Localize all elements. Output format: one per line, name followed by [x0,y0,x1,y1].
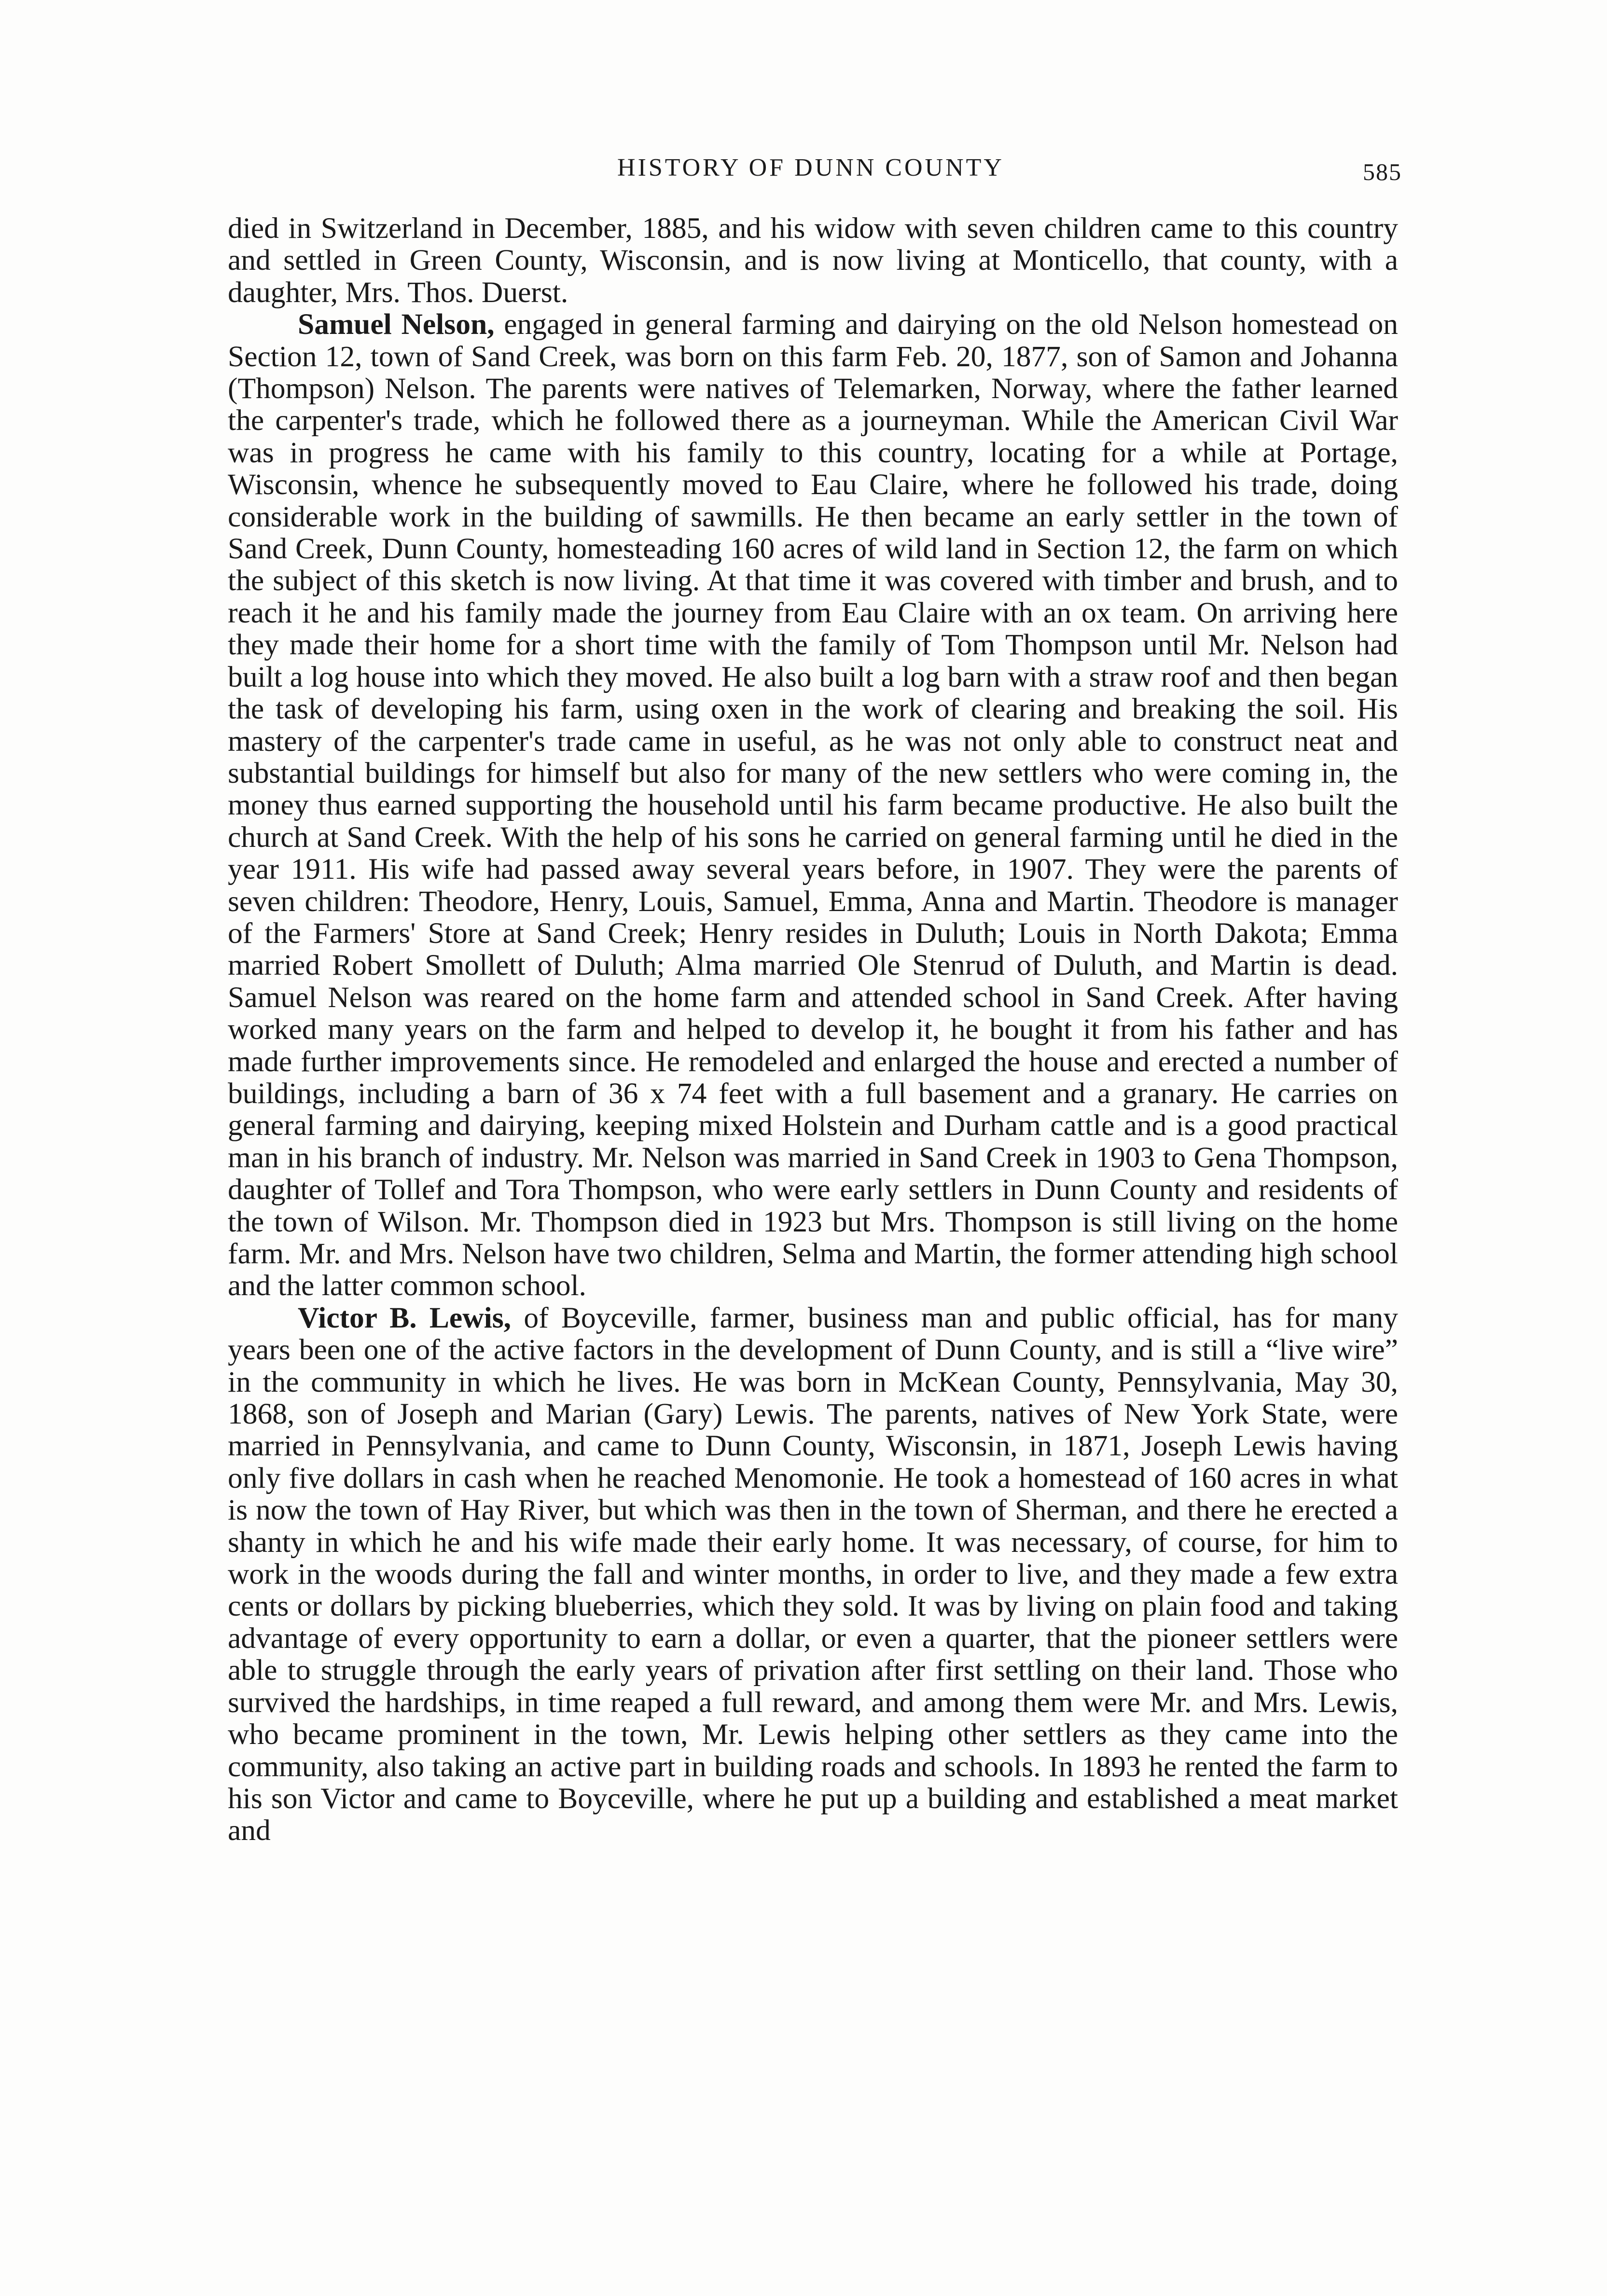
page-number: 585 [1363,158,1402,185]
paragraph-text: engaged in general farming and dairying on the old Nelson homestead on Section 12, town of Sand Creek, was born on this farm Feb. 20, 1877, son of Samon and Johanna (Thompson) Nelson. The parents were natives of Telemarken, Norway, where the father learned the carpenter's trade, which he followed there as a journeyman. While the American Civil War was in progress he came with his family to this country, locating for a while at Portage, Wisconsin, whence he subsequently moved to Eau Claire, where he followed his trade, doing considerable work in the building of sawmills. He then became an early settler in the town of Sand Creek, Dunn County, homesteading 160 acres of wild land in Section 12, the farm on which the subject of this sketch is now living. At that time it was covered with timber and brush, and to reach it he and his family made the journey from Eau Claire with an ox team. On arriving here they made their home for a short time with the family of Tom Thompson until Mr. Nelson had built a log house into which they moved. He also built a log barn with a straw roof and then began the task of developing his farm, using oxen in the work of clearing and breaking the soil. His mastery of the carpenter's trade came in useful, as he was not only able to construct neat and substantial buildings for himself but also for many of the new settlers who were coming in, the money thus earned supporting the household until his farm became productive. He also built the church at Sand Creek. With the help of his sons he carried on general farming until he died in the year 1911. His wife had passed away several years before, in 1907. They were the parents of seven children: Theodore, Henry, Louis, Samuel, Emma, Anna and Martin. Theodore is manager of the Farmers' Store at Sand Creek; Henry resides in Duluth; Louis in North Dakota; Emma married Robert Smollett of Duluth; Alma married Ole Stenrud of Duluth, and Martin is dead. Samuel Nelson was reared on the home farm and attended school in Sand Creek. After having worked many years on the farm and helped to develop it, he bought it from his father and has made further improvements since. He remodeled and enlarged the house and erected a number of buildings, including a barn of 36 x 74 feet with a full basement and a granary. He carries on general farming and dairying, keeping mixed Holstein and Durham cattle and is a good practical man in his branch of industry. Mr. Nelson was married in Sand Creek in 1903 to Gena Thompson, daughter of Tollef and Tora Thompson, who were early settlers in Dunn County and residents of the town of Wilson. Mr. Thompson died in 1923 but Mrs. Thompson is still living on the home farm. Mr. and Mrs. Nelson have two children, Selma and Martin, the former attending high school and the latter common school. [228,308,1398,1302]
paragraph-text: of Boyceville, farmer, business man and public official, has for many years been one of the active factors in the development of Dunn County, and is still a “live wire” in the community in which he lives. He was born in McKean County, Pennsylvania, May 30, 1868, son of Joseph and Marian (Gary) Lewis. The parents, natives of New York State, were married in Pennsylvania, and came to Dunn County, Wisconsin, in 1871, Joseph Lewis having only five dollars in cash when he reached Menomonie. He took a homestead of 160 acres in what is now the town of Hay River, but which was then in the town of Sherman, and there he erected a shanty in which he and his wife made their early home. It was necessary, of course, for him to work in the woods during the fall and winter months, in order to live, and they made a few extra cents or dollars by picking blueberries, which they sold. It was by living on plain food and taking advantage of every opportunity to earn a dollar, or even a quarter, that the pioneer settlers were able to struggle through the early years of privation after first settling on their land. Those who survived the hardships, in time reaped a full reward, and among them were Mr. and Mrs. Lewis, who became prominent in the town, Mr. Lewis helping other settlers as they came into the community, also taking an active part in building roads and schools. In 1893 he rented the farm to his son Victor and came to Boyceville, where he put up a building and established a meat market and [228,1301,1398,1847]
paragraph-samuel-nelson [228,308,1398,1302]
running-title: HISTORY OF DUNN COUNTY [617,154,1004,181]
subject-name: Victor B. Lewis, [298,1301,512,1334]
paragraph-text: died in Switzerland in December, 1885, and his widow with seven children came to this country and settled in Green County, Wisconsin, and is now living at Monticello, that county, with a daughter, Mrs. Thos. Duerst. [228,212,1398,309]
paragraph-victor-lewis [228,1302,1398,1847]
paragraph-continuation [228,212,1398,308]
running-head [227,149,1402,187]
subject-name: Samuel Nelson, [298,308,495,341]
body-text [228,212,1398,1847]
